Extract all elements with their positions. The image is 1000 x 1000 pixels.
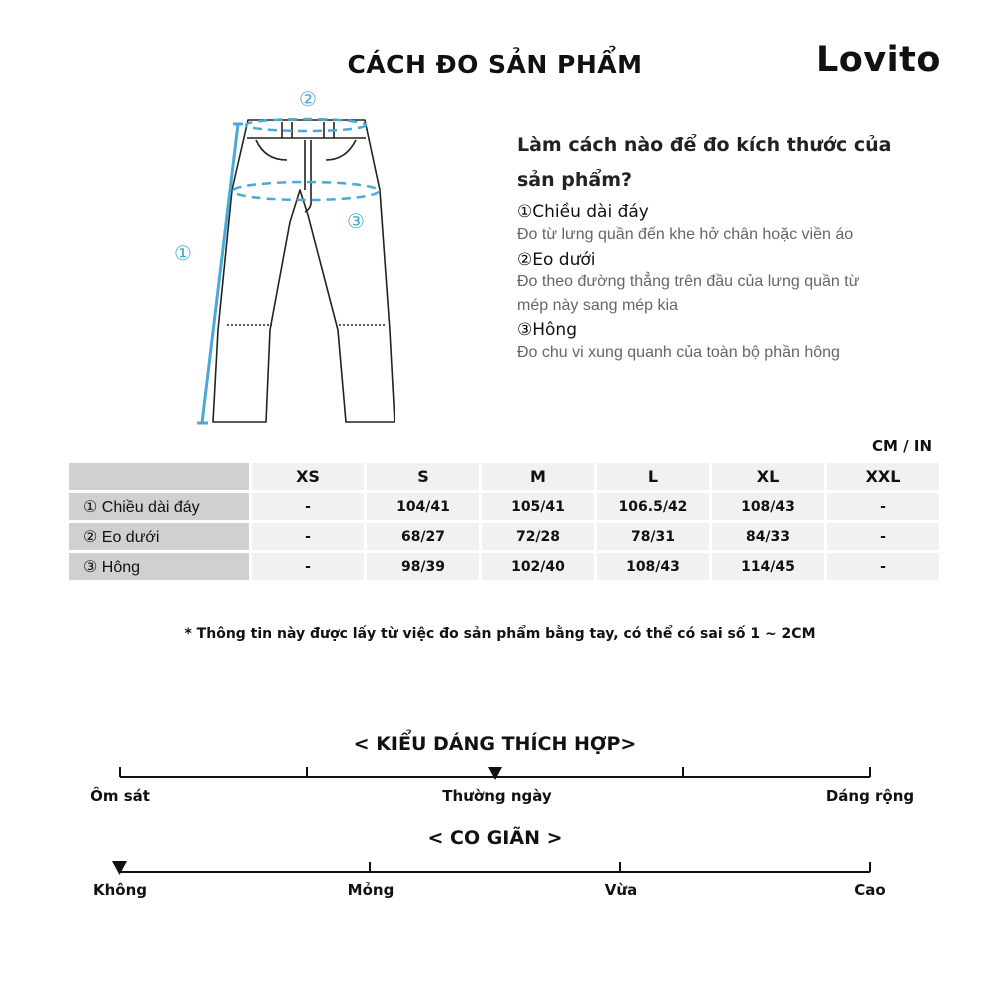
fit-scale-bar <box>110 760 880 785</box>
column-header: XXL <box>827 463 939 490</box>
fit-label-loose: Dáng rộng <box>825 787 915 805</box>
guide-item-desc: Đo theo đường thẳng trên đầu của lưng quần từ mép này sang mép kia <box>517 273 860 314</box>
page-title: CÁCH ĐO SẢN PHẨM <box>347 50 643 79</box>
brand-logo: Lovito <box>816 40 941 80</box>
guide-item-desc: Đo chu vi xung quanh của toàn bộ phần hông <box>517 344 840 361</box>
table-cell: 114/45 <box>712 553 824 580</box>
table-corner-cell <box>69 463 249 490</box>
fit-label-slim: Ôm sát <box>90 787 150 805</box>
guide-item-heading: ②Eo dưới <box>517 250 596 270</box>
column-header: XL <box>712 463 824 490</box>
pants-outline-icon <box>213 120 395 422</box>
table-cell: 105/41 <box>482 493 594 520</box>
stretch-scale-title: < CO GIÃN > <box>427 827 563 849</box>
table-cell: - <box>827 493 939 520</box>
marker-2: ② <box>299 87 317 111</box>
fit-label-regular: Thường ngày <box>442 787 552 805</box>
table-cell: 102/40 <box>482 553 594 580</box>
column-header: L <box>597 463 709 490</box>
marker-3: ③ <box>347 209 365 233</box>
table-row <box>69 553 939 580</box>
stretch-label-high: Cao <box>854 881 886 899</box>
table-cell: 68/27 <box>367 523 479 550</box>
size-table <box>66 460 942 583</box>
pants-measurement-illustration <box>165 85 395 430</box>
measurement-note: * Thông tin này được lấy từ việc đo sản phẩm bằng tay, có thể có sai số 1 ~ 2CM <box>184 626 816 642</box>
table-row <box>69 493 939 520</box>
table-cell: - <box>252 493 364 520</box>
column-header: S <box>367 463 479 490</box>
guide-item-heading: ③Hông <box>517 320 577 340</box>
table-cell: 108/43 <box>597 553 709 580</box>
unit-label: CM / IN <box>872 437 932 455</box>
stretch-label-medium: Vừa <box>604 881 638 899</box>
table-cell: 84/33 <box>712 523 824 550</box>
stretch-scale-bar <box>105 855 880 880</box>
column-header: M <box>482 463 594 490</box>
table-cell: - <box>252 553 364 580</box>
table-cell: 72/28 <box>482 523 594 550</box>
stretch-label-slight: Mỏng <box>347 881 395 899</box>
stretch-label-none: Không <box>92 881 148 899</box>
table-cell: - <box>827 523 939 550</box>
table-cell: 98/39 <box>367 553 479 580</box>
table-cell: 104/41 <box>367 493 479 520</box>
marker-1: ① <box>174 241 192 265</box>
table-cell: - <box>827 553 939 580</box>
length-measure-line <box>202 124 238 423</box>
table-cell: 106.5/42 <box>597 493 709 520</box>
table-header-row <box>69 463 939 490</box>
guide-item-desc: Đo từ lưng quần đến khe hở chân hoặc viền áo <box>517 226 854 243</box>
fit-selected-marker-icon <box>488 767 502 780</box>
row-label: ② Eo dưới <box>69 523 249 550</box>
guide-item-heading: ①Chiều dài đáy <box>517 202 649 222</box>
table-cell: 108/43 <box>712 493 824 520</box>
table-cell: 78/31 <box>597 523 709 550</box>
guide-question: Làm cách nào để đo kích thước của sản phẩm? <box>517 134 892 191</box>
hip-measure-line <box>233 182 379 200</box>
table-cell: - <box>252 523 364 550</box>
row-label: ① Chiều dài đáy <box>69 493 249 520</box>
row-label: ③ Hông <box>69 553 249 580</box>
table-row <box>69 523 939 550</box>
column-header: XS <box>252 463 364 490</box>
fit-scale-title: < KIỂU DÁNG THÍCH HỢP> <box>353 733 637 755</box>
